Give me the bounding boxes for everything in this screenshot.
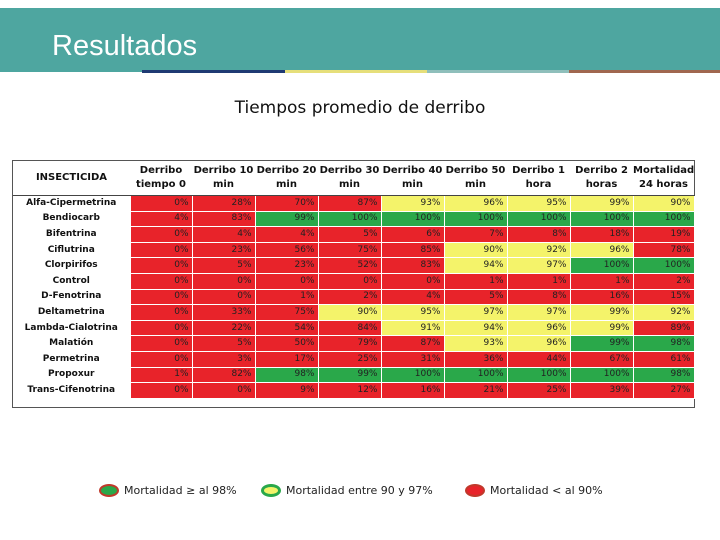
mortality-cell: 95% bbox=[507, 196, 570, 212]
mortality-cell: 67% bbox=[570, 351, 633, 367]
mortality-cell: 90% bbox=[444, 242, 507, 258]
mortality-cell: 96% bbox=[507, 320, 570, 336]
mortality-cell: 100% bbox=[570, 367, 633, 383]
mortality-cell: 61% bbox=[633, 351, 694, 367]
table-row bbox=[13, 367, 694, 383]
column-header-insecticida: INSECTICIDA bbox=[13, 161, 130, 196]
mortality-cell: 2% bbox=[318, 289, 381, 305]
column-header: Derribo 2 horas bbox=[570, 161, 633, 196]
mortality-cell: 0% bbox=[130, 351, 192, 367]
mortality-cell: 1% bbox=[507, 273, 570, 289]
mortality-cell: 100% bbox=[381, 367, 444, 383]
mortality-cell: 4% bbox=[381, 289, 444, 305]
mortality-cell: 100% bbox=[444, 211, 507, 227]
yellow-dot-icon bbox=[261, 484, 281, 497]
legend-label-green: Mortalidad ≥ al 98% bbox=[124, 483, 237, 497]
mortality-cell: 100% bbox=[507, 211, 570, 227]
column-header: Derribo 40 min bbox=[381, 161, 444, 196]
mortality-cell: 16% bbox=[570, 289, 633, 305]
mortality-cell: 5% bbox=[444, 289, 507, 305]
table-row bbox=[13, 273, 694, 289]
table-row bbox=[13, 305, 694, 321]
mortality-cell: 0% bbox=[255, 273, 318, 289]
mortality-cell: 0% bbox=[130, 273, 192, 289]
mortality-cell: 44% bbox=[507, 351, 570, 367]
mortality-cell: 94% bbox=[444, 258, 507, 274]
insecticide-name: Bendiocarb bbox=[42, 213, 100, 224]
mortality-cell: 8% bbox=[507, 289, 570, 305]
mortality-cell: 17% bbox=[255, 351, 318, 367]
mortality-cell: 4% bbox=[255, 227, 318, 243]
mortality-cell: 0% bbox=[130, 305, 192, 321]
mortality-cell: 100% bbox=[633, 258, 694, 274]
mortality-cell: 15% bbox=[633, 289, 694, 305]
mortality-cell: 79% bbox=[318, 336, 381, 352]
mortality-cell: 0% bbox=[130, 258, 192, 274]
page-title: Resultados bbox=[52, 30, 198, 62]
column-header: Derribo 30 min bbox=[318, 161, 381, 196]
table-row bbox=[13, 351, 694, 367]
mortality-cell: 93% bbox=[444, 336, 507, 352]
mortality-cell: 0% bbox=[130, 196, 192, 212]
mortality-cell: 85% bbox=[381, 242, 444, 258]
insecticide-name: Trans-Cifenotrina bbox=[27, 384, 116, 395]
legend-label-yellow: Mortalidad entre 90 y 97% bbox=[286, 483, 433, 497]
mortality-cell: 12% bbox=[318, 383, 381, 399]
mortality-cell: 1% bbox=[570, 273, 633, 289]
mortality-cell: 99% bbox=[570, 320, 633, 336]
insecticide-name: D-Fenotrina bbox=[41, 291, 102, 302]
mortality-cell: 5% bbox=[192, 336, 255, 352]
mortality-cell: 4% bbox=[130, 211, 192, 227]
mortality-cell: 28% bbox=[192, 196, 255, 212]
mortality-cell: 97% bbox=[507, 305, 570, 321]
table-row bbox=[13, 289, 694, 305]
mortality-cell: 99% bbox=[255, 211, 318, 227]
mortality-cell: 6% bbox=[381, 227, 444, 243]
mortality-cell: 98% bbox=[633, 367, 694, 383]
mortality-cell: 75% bbox=[255, 305, 318, 321]
mortality-cell: 100% bbox=[507, 367, 570, 383]
accent-rule-teal bbox=[427, 70, 569, 73]
mortality-cell: 92% bbox=[633, 305, 694, 321]
mortality-cell: 0% bbox=[192, 289, 255, 305]
insecticide-name: Alfa-Cipermetrina bbox=[26, 198, 117, 209]
mortality-cell: 3% bbox=[192, 351, 255, 367]
mortality-cell: 0% bbox=[192, 273, 255, 289]
table-row bbox=[13, 383, 694, 399]
column-header: Derribo 1 hora bbox=[507, 161, 570, 196]
mortality-cell: 96% bbox=[570, 242, 633, 258]
mortality-cell: 0% bbox=[130, 320, 192, 336]
insecticide-name: Control bbox=[52, 275, 90, 286]
mortality-cell: 1% bbox=[130, 367, 192, 383]
column-header: Derribo 10 min bbox=[192, 161, 255, 196]
mortality-cell: 82% bbox=[192, 367, 255, 383]
mortality-cell: 9% bbox=[255, 383, 318, 399]
header-bar bbox=[0, 8, 720, 72]
table-row bbox=[13, 336, 694, 352]
column-header: Derribo tiempo 0 bbox=[130, 161, 192, 196]
green-dot-icon bbox=[99, 484, 119, 497]
insecticide-name: Lambda-Cialotrina bbox=[24, 322, 118, 333]
mortality-cell: 54% bbox=[255, 320, 318, 336]
table-row bbox=[13, 227, 694, 243]
mortality-cell: 0% bbox=[381, 273, 444, 289]
mortality-cell: 5% bbox=[192, 258, 255, 274]
mortality-cell: 52% bbox=[318, 258, 381, 274]
mortality-cell: 98% bbox=[633, 336, 694, 352]
insecticide-name: Ciflutrina bbox=[47, 244, 95, 255]
mortality-cell: 33% bbox=[192, 305, 255, 321]
mortality-cell: 99% bbox=[570, 336, 633, 352]
table-body bbox=[13, 196, 694, 399]
mortality-cell: 89% bbox=[633, 320, 694, 336]
mortality-cell: 83% bbox=[192, 211, 255, 227]
mortality-cell: 19% bbox=[633, 227, 694, 243]
mortality-cell: 100% bbox=[318, 211, 381, 227]
mortality-cell: 2% bbox=[633, 273, 694, 289]
accent-rule-brown bbox=[569, 70, 720, 73]
mortality-cell: 96% bbox=[507, 336, 570, 352]
table-row bbox=[13, 320, 694, 336]
mortality-cell: 0% bbox=[130, 242, 192, 258]
mortality-cell: 84% bbox=[318, 320, 381, 336]
table-row bbox=[13, 258, 694, 274]
mortality-cell: 25% bbox=[507, 383, 570, 399]
table-title: Tiempos promedio de derribo bbox=[234, 98, 486, 118]
table-row bbox=[13, 211, 694, 227]
mortality-cell: 23% bbox=[192, 242, 255, 258]
mortality-cell: 87% bbox=[381, 336, 444, 352]
table-header-row bbox=[13, 161, 694, 196]
mortality-cell: 27% bbox=[633, 383, 694, 399]
legend-item-green bbox=[99, 482, 237, 498]
mortality-cell: 1% bbox=[444, 273, 507, 289]
accent-rule-yellow bbox=[285, 70, 427, 73]
mortality-cell: 70% bbox=[255, 196, 318, 212]
mortality-cell: 4% bbox=[192, 227, 255, 243]
mortality-cell: 87% bbox=[318, 196, 381, 212]
mortality-cell: 56% bbox=[255, 242, 318, 258]
column-header: Derribo 20 min bbox=[255, 161, 318, 196]
mortality-cell: 0% bbox=[318, 273, 381, 289]
mortality-cell: 23% bbox=[255, 258, 318, 274]
mortality-cell: 99% bbox=[570, 305, 633, 321]
mortality-cell: 100% bbox=[570, 211, 633, 227]
mortality-cell: 98% bbox=[255, 367, 318, 383]
mortality-cell: 0% bbox=[130, 289, 192, 305]
insecticide-name: Permetrina bbox=[42, 353, 100, 364]
mortality-cell: 91% bbox=[381, 320, 444, 336]
mortality-cell: 93% bbox=[381, 196, 444, 212]
mortality-cell: 83% bbox=[381, 258, 444, 274]
mortality-cell: 16% bbox=[381, 383, 444, 399]
mortality-cell: 90% bbox=[318, 305, 381, 321]
legend-label-red: Mortalidad < al 90% bbox=[490, 483, 603, 497]
mortality-cell: 31% bbox=[381, 351, 444, 367]
insecticide-name: Clorpirifos bbox=[44, 260, 98, 271]
mortality-cell: 18% bbox=[570, 227, 633, 243]
mortality-cell: 75% bbox=[318, 242, 381, 258]
mortality-cell: 95% bbox=[381, 305, 444, 321]
red-dot-icon bbox=[465, 484, 485, 497]
mortality-cell: 100% bbox=[444, 367, 507, 383]
mortality-cell: 100% bbox=[381, 211, 444, 227]
mortality-cell: 96% bbox=[444, 196, 507, 212]
column-header: Derribo 50 min bbox=[444, 161, 507, 196]
table-row bbox=[13, 196, 694, 212]
mortality-cell: 21% bbox=[444, 383, 507, 399]
mortality-cell: 97% bbox=[507, 258, 570, 274]
mortality-cell: 97% bbox=[444, 305, 507, 321]
mortality-cell: 100% bbox=[570, 258, 633, 274]
mortality-cell: 78% bbox=[633, 242, 694, 258]
mortality-cell: 1% bbox=[255, 289, 318, 305]
results-table bbox=[13, 161, 695, 399]
insecticide-name: Malatión bbox=[49, 338, 94, 349]
mortality-cell: 39% bbox=[570, 383, 633, 399]
column-header: Mortalidad 24 horas bbox=[633, 161, 694, 196]
legend-item-red bbox=[465, 482, 603, 498]
mortality-cell: 50% bbox=[255, 336, 318, 352]
mortality-cell: 25% bbox=[318, 351, 381, 367]
accent-rule-navy bbox=[142, 70, 285, 73]
legend-item-yellow bbox=[261, 482, 433, 498]
mortality-cell: 22% bbox=[192, 320, 255, 336]
mortality-cell: 8% bbox=[507, 227, 570, 243]
mortality-cell: 99% bbox=[570, 196, 633, 212]
mortality-cell: 92% bbox=[507, 242, 570, 258]
mortality-cell: 90% bbox=[633, 196, 694, 212]
mortality-cell: 0% bbox=[130, 383, 192, 399]
table-row bbox=[13, 242, 694, 258]
insecticide-name: Bifentrina bbox=[45, 228, 97, 239]
mortality-cell: 0% bbox=[130, 227, 192, 243]
mortality-cell: 99% bbox=[318, 367, 381, 383]
mortality-cell: 100% bbox=[633, 211, 694, 227]
insecticide-name: Deltametrina bbox=[37, 306, 105, 317]
mortality-cell: 5% bbox=[318, 227, 381, 243]
mortality-cell: 94% bbox=[444, 320, 507, 336]
insecticide-name: Propoxur bbox=[48, 369, 95, 380]
mortality-cell: 36% bbox=[444, 351, 507, 367]
mortality-cell: 7% bbox=[444, 227, 507, 243]
mortality-cell: 0% bbox=[130, 336, 192, 352]
mortality-cell: 0% bbox=[192, 383, 255, 399]
results-table-frame bbox=[12, 160, 695, 408]
